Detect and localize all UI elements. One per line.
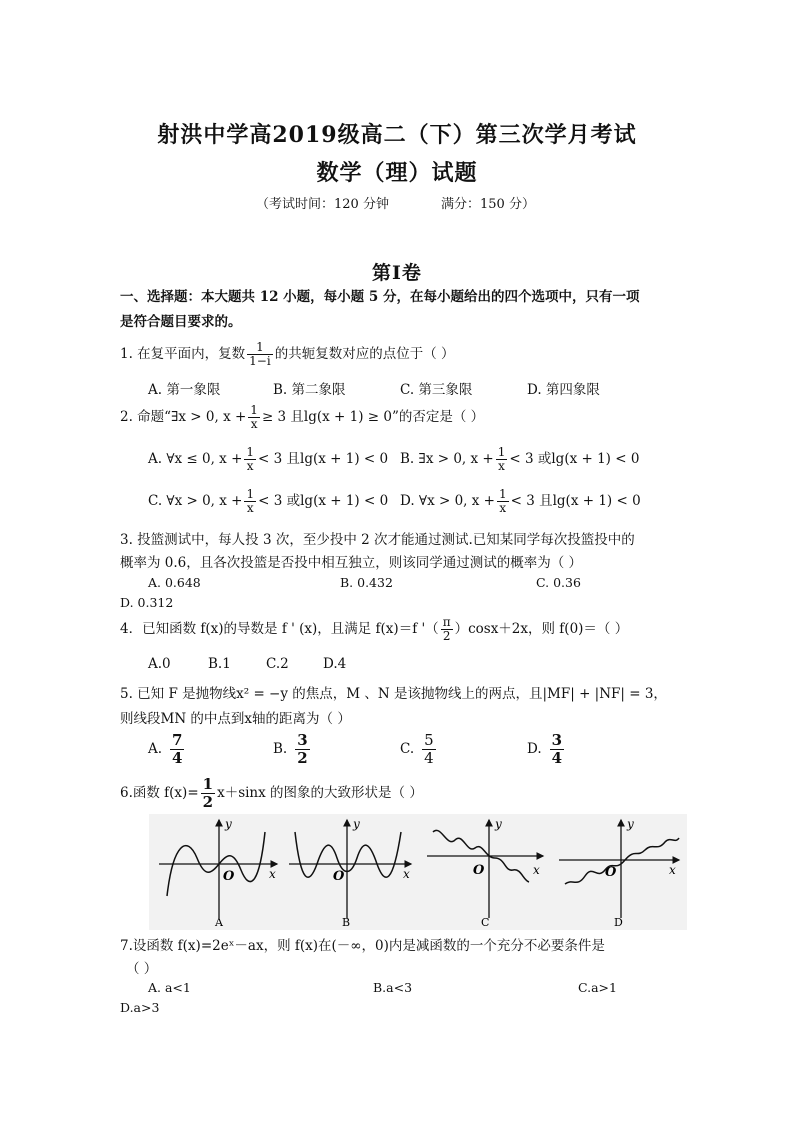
q1-option-b: B. 第二象限 xyxy=(273,382,346,398)
graph-d-x-label: x xyxy=(669,863,676,877)
graph-a-caption: A xyxy=(215,916,223,929)
question-7-line1: 7.设函数 f(x)=2eˣ－ax，则 f(x)在(－∞，0)内是减函数的一个充分不必要条件是 xyxy=(120,938,605,954)
exam-subtitle: 数学（理）试题 xyxy=(316,160,478,186)
question-3-line2: 概率为 0.6，且各次投篮是否投中相互独立，则该同学通过测试的概率为（ ） xyxy=(120,555,583,571)
question-3-line1: 3. 投篮测试中，每人投 3 次，至少投中 2 次才能通过测试.已知某同学每次投篮投中的 xyxy=(120,532,635,548)
q2-option-d: D. ∀x > 0, x + $\frac{1}{x}$ < 3 且lg(x + 1) < 0 xyxy=(400,487,641,515)
graph-c-x-label: x xyxy=(533,863,540,877)
q3-option-a: A. 0.648 xyxy=(148,575,201,590)
q6-graph-panel xyxy=(149,814,687,930)
question-7-line2: （ ） xyxy=(126,961,158,977)
graph-b-x-label: x xyxy=(403,867,410,881)
q1-fraction: $\frac{1}{1-i}$ xyxy=(249,340,271,368)
graph-a-y-label: y xyxy=(225,817,232,831)
graph-b-curve xyxy=(295,832,401,877)
graph-b-caption: B xyxy=(342,916,351,929)
graph-d-caption: D xyxy=(614,916,623,929)
exam-score: 满分：150 分） xyxy=(441,197,535,212)
graph-c-caption: C xyxy=(481,916,490,929)
graph-b xyxy=(289,817,411,929)
graph-a-x-label: x xyxy=(269,867,276,881)
q5-option-d: D. $\frac{3}{4}$ xyxy=(527,731,563,767)
q7-option-d: D.a>3 xyxy=(120,1000,160,1015)
q5-option-b: B. $\frac{3}{2}$ xyxy=(273,731,308,767)
q7-option-c: C.a>1 xyxy=(578,980,617,995)
graph-c-origin: O xyxy=(473,863,485,878)
exam-title: 射洪中学高2019级高二（下）第三次学月考试 xyxy=(157,122,637,148)
q1-option-c: C. 第三象限 xyxy=(400,382,473,398)
question-6-stem: 6.函数 f(x)= $\frac{1}{2}$ x＋sinx 的图象的大致形状是（ ） xyxy=(120,775,423,811)
q3-option-b: B. 0.432 xyxy=(340,575,393,590)
graph-d xyxy=(559,817,679,929)
q7-option-b: B.a<3 xyxy=(373,980,413,995)
graph-b-origin: O xyxy=(333,869,345,884)
question-4-stem: 4．已知函数 f(x)的导数是 f ' (x)，且满足 f(x)＝f '（ $\frac{\pi}{2}$ ）cosx＋2x，则 f(0)＝（ ） xyxy=(120,615,629,643)
graph-d-y-label: y xyxy=(627,817,634,831)
q4-option-a: A.0 xyxy=(148,656,171,672)
graph-c-y-label: y xyxy=(495,817,502,831)
graph-a-origin: O xyxy=(223,869,235,884)
question-2-stem: 2. 命题“∃x > 0, x + $\frac{1}{x}$ ≥ 3 且lg(x + 1) ≥ 0”的否定是（ ） xyxy=(120,403,485,431)
exam-time: （考试时间：120 分钟 xyxy=(256,197,389,212)
q1-option-a: A. 第一象限 xyxy=(148,382,221,398)
question-1-stem: 1. 在复平面内，复数 $\frac{1}{1-i}$ 的共轭复数对应的点位于（ ） xyxy=(120,340,455,368)
q3-option-d: D. 0.312 xyxy=(120,595,174,610)
section-instructions-line1: 一、选择题：本大题共 12 小题，每小题 5 分，在每小题给出的四个选项中，只有一项 xyxy=(120,289,640,305)
q4-option-c: C.2 xyxy=(266,656,289,672)
q4-option-b: B.1 xyxy=(208,656,231,672)
section-instructions-line2: 是符合题目要求的。 xyxy=(120,314,242,330)
question-5-line2: 则线段MN 的中点到x轴的距离为（ ） xyxy=(120,711,351,727)
q4-option-d: D.4 xyxy=(323,656,347,672)
q7-option-a: A. a<1 xyxy=(148,980,191,995)
q6-graphs xyxy=(149,814,687,930)
q1-option-d: D. 第四象限 xyxy=(527,382,600,398)
graph-c xyxy=(427,817,543,929)
volume-heading: 第Ⅰ卷 xyxy=(372,262,422,284)
graph-d-curve xyxy=(565,838,679,884)
question-5-line1: 5. 已知 F 是抛物线x² = −y 的焦点，M 、N 是该抛物线上的两点，且|MF| + |NF| = 3， xyxy=(120,686,667,702)
graph-d-origin: O xyxy=(605,865,617,880)
q5-option-c: C. $\frac{5}{4}$ xyxy=(400,731,434,767)
q2-option-b: B. ∃x > 0, x + $\frac{1}{x}$ < 3 或lg(x + 1) < 0 xyxy=(400,445,640,473)
graph-b-y-label: y xyxy=(353,817,360,831)
q2-option-c: C. ∀x > 0, x + $\frac{1}{x}$ < 3 或lg(x + 1) < 0 xyxy=(148,487,389,515)
q2-option-a: A. ∀x ≤ 0, x + $\frac{1}{x}$ < 3 且lg(x + 1) < 0 xyxy=(148,445,389,473)
q5-option-a: A. $\frac{7}{4}$ xyxy=(148,731,183,767)
q3-option-c: C. 0.36 xyxy=(536,575,581,590)
graph-a xyxy=(159,817,277,929)
